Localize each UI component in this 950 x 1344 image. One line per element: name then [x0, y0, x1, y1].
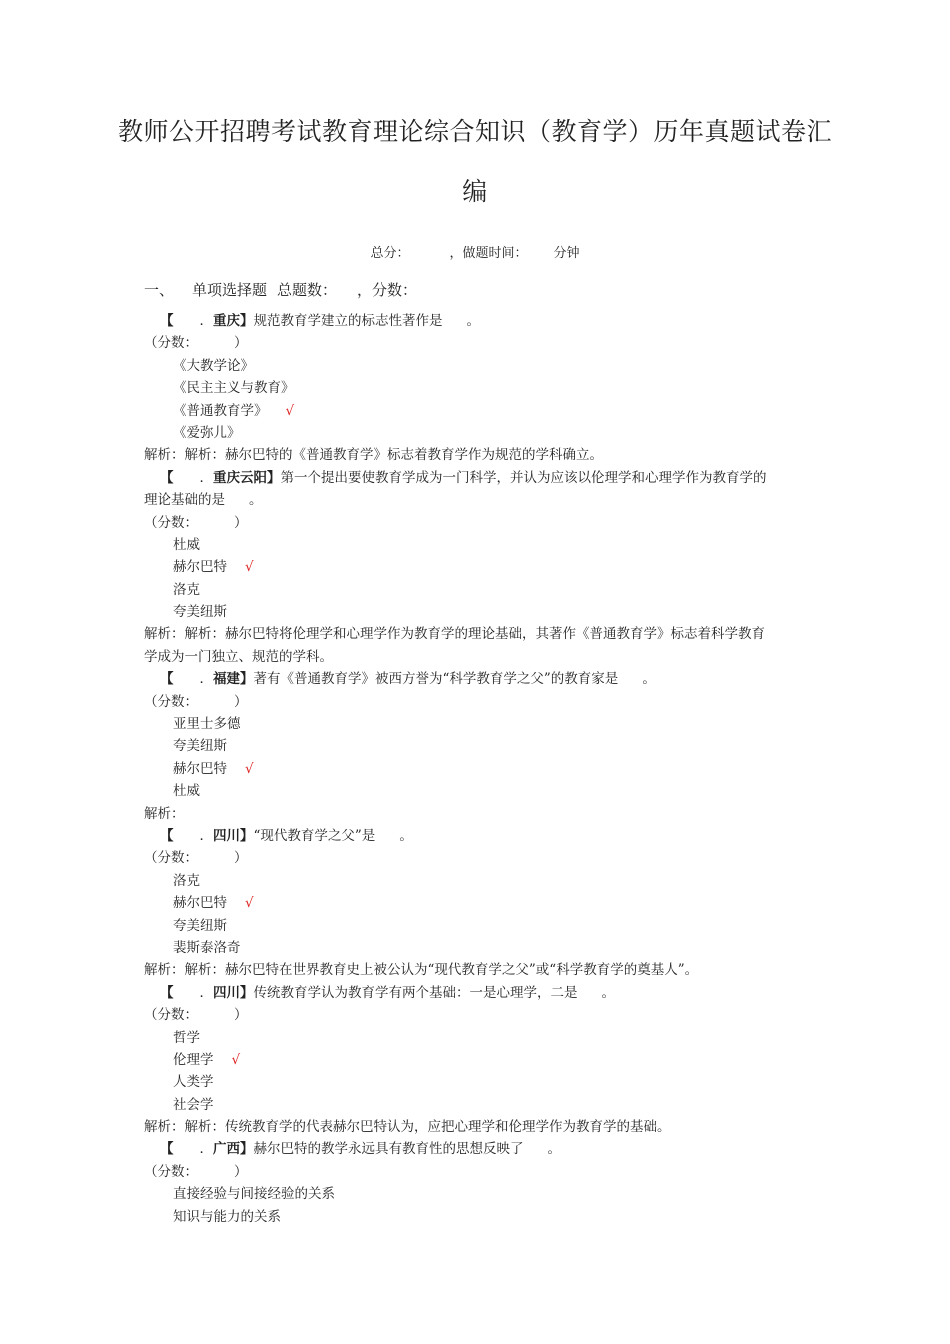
- option-item: [144, 937, 814, 959]
- question-stem: [144, 668, 814, 690]
- question-block: [144, 982, 814, 1139]
- option-item: [144, 355, 814, 377]
- option-item: [144, 713, 814, 735]
- question-stem-continued: [144, 489, 814, 511]
- option-item: [144, 1027, 814, 1049]
- score-end: ）: [234, 1163, 248, 1180]
- option-text: 杜威: [173, 536, 200, 553]
- option-text: 夸美纽斯: [173, 917, 227, 934]
- option-text: 夸美纽斯: [173, 604, 227, 621]
- option-text: 赫尔巴特: [173, 760, 227, 777]
- question-block: [144, 668, 814, 825]
- score-label: （分数：: [144, 1163, 198, 1180]
- question-dot: ．: [199, 984, 213, 1001]
- correct-check-icon: √: [245, 559, 254, 576]
- question-end: 。: [642, 671, 656, 688]
- option-text: 夸美纽斯: [173, 738, 227, 755]
- correct-check-icon: √: [245, 760, 254, 777]
- section-heading: [144, 279, 417, 300]
- answer-analysis: 解析：解析：传统教育学的代表赫尔巴特认为，应把心理学和伦理学作为教育学的基础。: [144, 1119, 671, 1136]
- question-block: [144, 825, 814, 982]
- total-score-label: 总分：: [370, 246, 410, 261]
- section-count-label: 总题数：: [277, 281, 338, 299]
- option-item: [144, 780, 814, 802]
- option-text: 洛克: [173, 872, 200, 889]
- correct-check-icon: √: [245, 895, 254, 912]
- question-source: 重庆】: [213, 313, 254, 329]
- question-bracket: 【: [160, 827, 174, 844]
- option-item: [144, 1183, 814, 1205]
- option-text: 赫尔巴特: [173, 895, 227, 912]
- score-label: （分数：: [144, 335, 198, 352]
- time-unit: 分钟: [553, 246, 580, 261]
- question-score: [144, 512, 814, 534]
- question-bracket: 【: [160, 671, 174, 688]
- question-dot: ．: [199, 313, 213, 329]
- answer-analysis: 解析：解析：赫尔巴特在世界教育史上被公认为“现代教育学之父”或“科学教育学的奠基人”。: [144, 962, 699, 979]
- correct-check-icon: √: [285, 402, 295, 419]
- answer-analysis-continued: 学成为一门独立、规范的学科。: [144, 648, 333, 665]
- score-end: ）: [234, 693, 248, 710]
- question-bracket: 【: [160, 313, 174, 329]
- score-end: ）: [234, 1007, 248, 1024]
- score-label: （分数：: [144, 693, 198, 710]
- question-end: 。: [547, 1141, 561, 1158]
- option-text: 杜威: [173, 783, 200, 800]
- question-score: [144, 691, 814, 713]
- option-item: [144, 601, 814, 623]
- option-item: [144, 735, 814, 757]
- option-text: 哲学: [173, 1029, 200, 1046]
- option-item: [144, 915, 814, 937]
- option-item: [144, 892, 814, 914]
- question-text: 著有《普通教育学》被西方誉为“科学教育学之父”的教育家是: [253, 671, 619, 688]
- question-source: 四川】: [213, 984, 254, 1001]
- option-item: [144, 579, 814, 601]
- option-item: [144, 1049, 814, 1071]
- question-score: [144, 332, 814, 354]
- option-text: 《爱弥儿》: [173, 424, 241, 441]
- exam-meta: [0, 242, 950, 261]
- option-text: 伦理学: [173, 1051, 214, 1068]
- question-block: [144, 310, 814, 467]
- question-stem: [144, 982, 814, 1004]
- option-item: [144, 422, 814, 444]
- question-dot: ．: [199, 827, 213, 844]
- question-stem: [144, 310, 814, 332]
- question-score: [144, 1004, 814, 1026]
- document-title-line2: 编: [462, 177, 488, 206]
- score-end: ）: [234, 514, 248, 531]
- question-source: 福建】: [213, 671, 254, 688]
- time-label: ，做题时间：: [449, 246, 528, 261]
- question-text: 理论基础的是: [144, 492, 225, 509]
- question-score: [144, 847, 814, 869]
- score-label: （分数：: [144, 1007, 198, 1024]
- option-item: [144, 758, 814, 780]
- option-text: 洛克: [173, 581, 200, 598]
- option-text: 赫尔巴特: [173, 559, 227, 576]
- question-source: 重庆云阳】: [213, 469, 281, 486]
- question-source: 广西】: [213, 1141, 254, 1158]
- answer-analysis: 解析：解析：赫尔巴特的《普通教育学》标志着教育学作为规范的学科确立。: [144, 447, 603, 464]
- option-item: [144, 1071, 814, 1093]
- question-text: 第一个提出要使教育学成为一门科学，并认为应该以伦理学和心理学作为教育学的: [280, 469, 767, 486]
- option-item: [144, 556, 814, 578]
- question-text: 传统教育学认为教育学有两个基础：一是心理学，二是: [253, 984, 578, 1001]
- option-item: [144, 870, 814, 892]
- question-stem: [144, 467, 814, 489]
- option-text: 《民主主义与教育》: [173, 380, 295, 397]
- question-dot: ．: [199, 1141, 213, 1158]
- correct-check-icon: √: [231, 1051, 241, 1068]
- question-bracket: 【: [160, 984, 174, 1001]
- option-text: 《大教学论》: [173, 357, 254, 374]
- question-list: [144, 310, 814, 1228]
- document-title-line1: 教师公开招聘考试教育理论综合知识（教育学）历年真题试卷汇: [117, 117, 832, 146]
- option-text: 社会学: [173, 1096, 214, 1113]
- question-end: 。: [399, 827, 413, 844]
- option-text: 亚里士多德: [173, 716, 241, 733]
- question-dot: ．: [199, 469, 213, 486]
- question-dot: ．: [199, 671, 213, 688]
- question-end: 。: [601, 984, 615, 1001]
- option-text: 裴斯泰洛奇: [173, 939, 241, 956]
- question-source: 四川】: [213, 827, 254, 844]
- option-text: 知识与能力的关系: [173, 1208, 281, 1225]
- option-text: 人类学: [173, 1074, 214, 1091]
- option-item: [144, 400, 814, 422]
- question-text: “现代教育学之父”是: [253, 827, 376, 844]
- question-score: [144, 1161, 814, 1183]
- question-bracket: 【: [160, 469, 174, 486]
- score-end: ）: [234, 335, 248, 352]
- score-label: （分数：: [144, 514, 198, 531]
- answer-analysis: 解析：: [144, 805, 185, 822]
- question-end: 。: [466, 313, 480, 329]
- score-end: ）: [234, 850, 248, 867]
- question-stem: [144, 825, 814, 847]
- option-text: 《普通教育学》: [173, 402, 268, 419]
- question-bracket: 【: [160, 1141, 174, 1158]
- section-name: 单项选择题: [192, 281, 268, 299]
- question-end: 。: [249, 492, 263, 509]
- option-item: [144, 377, 814, 399]
- option-text: 直接经验与间接经验的关系: [173, 1186, 335, 1203]
- question-block: [144, 1138, 814, 1228]
- question-stem: [144, 1138, 814, 1160]
- section-score-label: ，分数：: [357, 281, 418, 299]
- question-text: 规范教育学建立的标志性著作是: [253, 313, 443, 329]
- question-block: [144, 467, 814, 669]
- option-item: [144, 1206, 814, 1228]
- question-text: 赫尔巴特的教学永远具有教育性的思想反映了: [253, 1141, 524, 1158]
- option-item: [144, 534, 814, 556]
- section-number: 一、: [144, 281, 175, 299]
- option-item: [144, 1094, 814, 1116]
- score-label: （分数：: [144, 850, 198, 867]
- answer-analysis: 解析：解析：赫尔巴特将伦理学和心理学作为教育学的理论基础，其著作《普通教育学》标志着科学教育: [144, 626, 765, 643]
